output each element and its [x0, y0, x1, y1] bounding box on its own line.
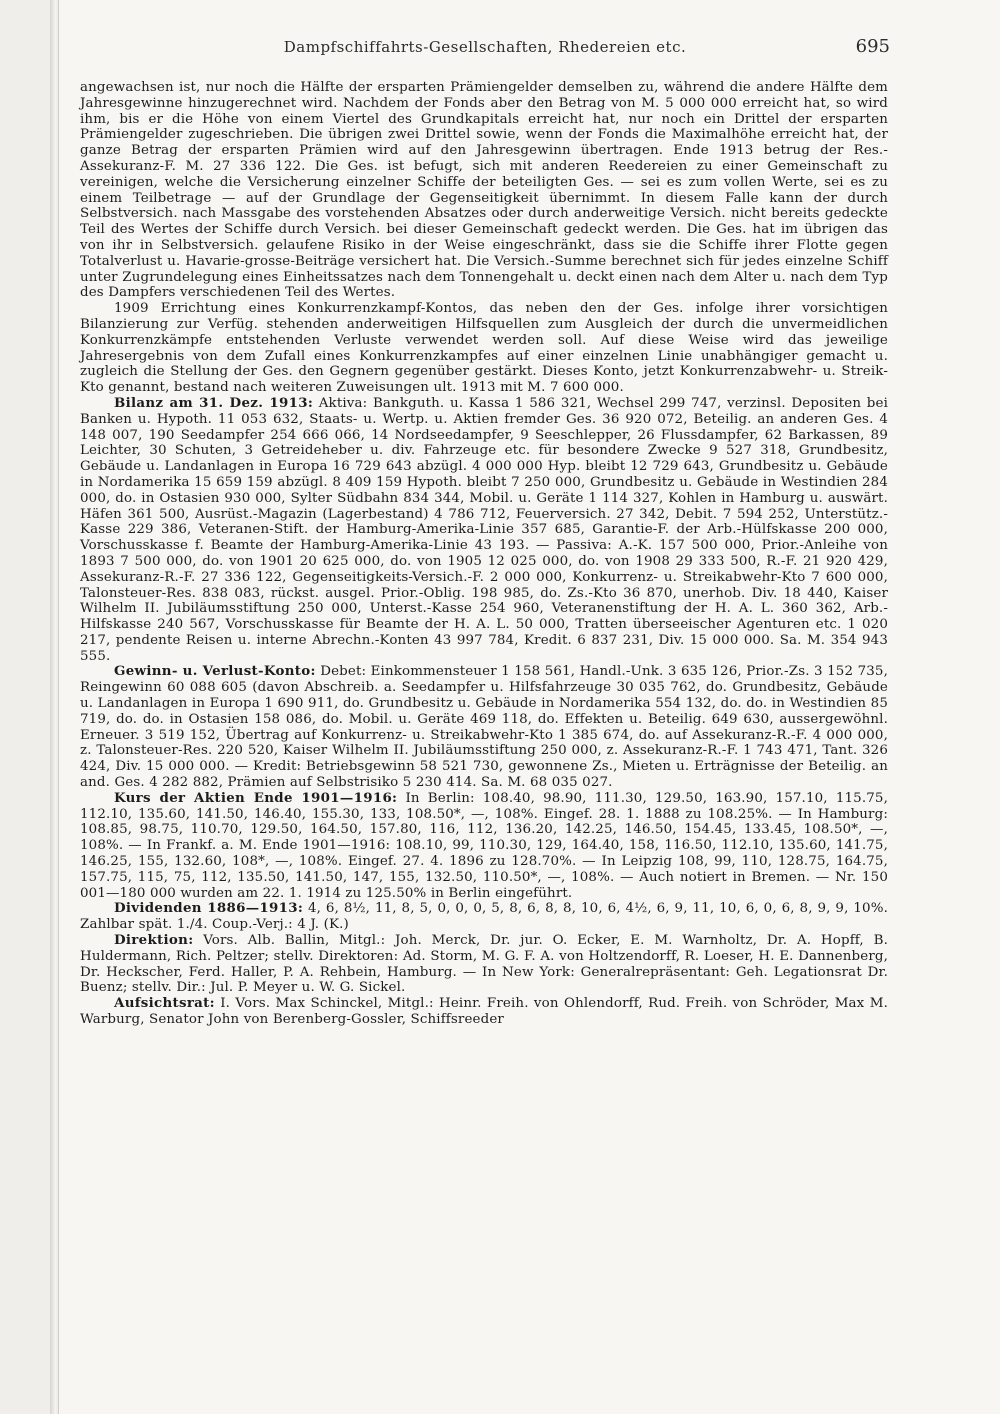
body-text: [80, 80, 888, 1028]
section-aufsichtsrat: [80, 996, 888, 1028]
bilanz-label: Bilanz am 31. Dez. 1913:: [114, 394, 314, 411]
gewinn-label: Gewinn- u. Verlust-Konto:: [114, 663, 316, 680]
section-dividenden: [80, 901, 888, 933]
direktion-text: Vors. Alb. Ballin, Mitgl.: Joh. Merck, Dr. jur. O. Ecker, E. M. Warnholtz, Dr. A. Hopff, B. Huldermann, Rich. Peltzer; stellv. Direktoren: Ad. Storm, M. G. F. A. von Holtzendorff, R. Loeser, H. E. Dannenberg, Dr. Heckscher, Ferd. Haller, P. A. Rehbein, Hamburg. — In New York: Generalrepräsentant: Geh. Legationsrat Dr. Buenz; stellv. Dir.: Jul. P. Meyer u. W. G. Sickel.: [80, 933, 888, 996]
aufsichtsrat-text: I. Vors. Max Schinckel, Mitgl.: Heinr. Freih. von Ohlendorff, Rud. Freih. von Schröder, Max M. Warburg, Senator John von Berenberg-Gossler, Schiffsreeder: [80, 996, 888, 1028]
paragraph-competition-account: 1909 Errichtung eines Konkurrenzkampf-Kontos, das neben den der Ges. infolge ihrer vorsichtigen Bilanzierung zur Verfüg. stehenden anderweitigen Hilfsquellen zum Ausgleich der durch die unvermeidlichen Konkurrenzkämpfe entstehenden Verluste verwendet werden soll. Auf diese Weise wird das jeweilige Jahresergebnis von dem Zufall eines Konkurrenzkampfes auf einer einzelnen Linie unabhängiger gemacht u. zugleich die Stellung der Ges. den Gegnern gegenüber gestärkt. Dieses Konto, jetzt Konkurrenzabwehr- u. Streik-Kto genannt, bestand nach weiteren Zuweisungen ult. 1913 mit M. 7 600 000.: [80, 301, 888, 396]
bilanz-text: Aktiva: Bankguth. u. Kassa 1 586 321, Wechsel 299 747, verzinsl. Depositen bei Banken u. Hypoth. 11 053 632, Staats- u. Wertp. u. Aktien fremder Ges. 36 920 072, Beteilig. an anderen Ges. 4 148 007, 190 Seedampfer 254 666 066, 14 Nordseedampfer, 9 Seeschlepper, 26 Flussdampfer, 62 Barkassen, 89 Leichter, 30 Schuten, 3 Getreideheber u. div. Fahrzeuge etc. für besondere Zwecke 9 527 318, Grundbesitz, Gebäude u. Landanlagen in Europa 16 729 643 abzügl. 4 000 000 Hyp. bleibt 12 729 643, Grundbesitz u. Gebäude in Nordamerika 15 659 159 abzügl. 8 409 159 Hypoth. bleibt 7 250 000, Grundbesitz u. Gebäude in Westindien 284 000, do. in Ostasien 930 000, Sylter Südbahn 834 344, Mobil. u. Geräte 1 114 327, Kohlen in Hamburg u. auswärt. Häfen 361 500, Ausrüst.-Magazin (Lagerbestand) 4 786 712, Feuerversich. 27 342, Debit. 7 594 252, Unterstütz.-Kasse 229 386, Veteranen-Stift. der Hamburg-Amerika-Linie 357 685, Garantie-F. der Arb.-Hülfskasse 200 000, Vorschusskasse f. Beamte der Hamburg-Amerika-Linie 43 193. — Passiva: A.-K. 157 500 000, Prior.-Anleihe von 1893 7 500 000, do. von 1901 20 625 000, do. von 1905 12 025 000, do. von 1908 29 333 500, R.-F. 21 920 429, Assekuranz-R.-F. 27 336 122, Gegenseitigkeits-Versich.-F. 2 000 000, Konkurrenz- u. Streikabwehr-Kto 7 600 000, Talonsteuer-Res. 838 083, rückst. ausgel. Prior.-Oblig. 198 985, do. Zs.-Kto 36 870, unerhob. Div. 18 440, Kaiser Wilhelm II. Jubiläumsstiftung 250 000, Unterst.-Kasse 254 960, Veteranenstiftung der H. A. L. 360 362, Arb.-Hilfskasse 240 567, Vorschusskasse für Beamte der H. A. L. 50 000, Tratten überseeischer Agenturen etc. 1 020 217, pendente Reisen u. interne Abrechn.-Konten 43 997 784, Kredit. 6 837 231, Div. 15 000 000. Sa. M. 354 943 555.: [80, 395, 888, 664]
dividenden-label: Dividenden 1886—1913:: [114, 900, 304, 917]
page-number: 695: [855, 36, 890, 57]
section-kurs: [80, 791, 888, 902]
aufsichtsrat-label: Aufsichtsrat:: [114, 995, 215, 1012]
gewinn-text: Debet: Einkommensteuer 1 158 561, Handl.-Unk. 3 635 126, Prior.-Zs. 3 152 735, Reingewinn 60 088 605 (davon Abschreib. a. Seedampfer u. Hilfsfahrzeuge 30 035 762, do. Grundbesitz, Gebäude u. Landanlagen in Europa 1 690 911, do. Grundbesitz u. Gebäude in Nordamerika 554 132, do. do. in Westindien 85 719, do. do. in Ostasien 158 086, do. Mobil. u. Geräte 469 118, do. Effekten u. Beteilig. 649 630, aussergewöhnl. Erneuer. 3 519 152, Übertrag auf Konkurrenz- u. Streikabwehr-Kto 1 385 674, do. auf Assekuranz-R.-F. 4 000 000, z. Talonsteuer-Res. 220 520, Kaiser Wilhelm II. Jubiläumsstiftung 250 000, z. Assekuranz-R.-F. 1 743 471, Tant. 326 424, Div. 15 000 000. — Kredit: Betriebsgewinn 58 521 730, gewonnene Zs., Mieten u. Erträgnisse der Beteilig. an and. Ges. 4 282 882, Prämien auf Selbstrisiko 5 230 414. Sa. M. 68 035 027.: [80, 664, 888, 791]
paragraph-reserve-fund: angewachsen ist, nur noch die Hälfte der ersparten Prämiengelder demselben zu, während die andere Hälfte dem Jahresgewinne hinzugerechnet wird. Nachdem der Fonds aber den Betrag von M. 5 000 000 erreicht hat, so wird ihm, bis er die Höhe von einem Viertel des Grundkapitals erreicht hat, nur noch ein Drittel der ersparten Prämiengelder zugeschrieben. Die übrigen zwei Drittel sowie, wenn der Fonds die Maximalhöhe erreicht hat, der ganze Betrag der ersparten Prämien wird auf den Jahresgewinn übertragen. Ende 1913 betrug der Res.-Assekuranz-F. M. 27 336 122. Die Ges. ist befugt, sich mit anderen Reedereien zu einer Gemeinschaft zu vereinigen, welche die Versicherung einzelner Schiffe der beteiligten Ges. — sei es zum vollen Werte, sei es zu einem Teilbetrage — auf der Grundlage der Gegenseitigkeit übernimmt. In diesem Falle kann der durch Selbstversich. nach Massgabe des vorstehenden Absatzes oder durch anderweitige Versich. nicht bereits gedeckte Teil des Wertes der Schiffe durch Versich. bei dieser Gemeinschaft gedeckt werden. Die Ges. hat im übrigen das von ihr in Selbstversich. gelaufene Risiko in der Weise eingeschränkt, dass sie die Schiffe ihrer Flotte gegen Totalverlust u. Havarie-grosse-Beiträge versichert hat. Die Versich.-Summe berechnet sich für jedes einzelne Schiff unter Zugrundelegung eines Einheitssatzes nach dem Tonnengehalt u. deckt einen nach dem Alter u. nach dem Typ des Dampfers verschiedenen Teil des Wertes.: [80, 80, 888, 301]
dividenden-text: 4, 6, 8½, 11, 8, 5, 0, 0, 0, 5, 8, 6, 8, 8, 10, 6, 4½, 6, 9, 11, 10, 6, 0, 6, 8, 9, 9, 10%. Zahlbar spät. 1./4. Coup.-Verj.: 4 J. (K.): [80, 901, 888, 933]
running-head: Dampfschiffahrts-Gesellschaften, Rhedereien etc.: [283, 38, 687, 56]
direktion-label: Direktion:: [114, 932, 194, 949]
section-direktion: [80, 933, 888, 996]
page-header: [80, 38, 890, 66]
kurs-text: In Berlin: 108.40, 98.90, 111.30, 129.50, 163.90, 157.10, 115.75, 112.10, 135.60, 141.50, 146.40, 155.30, 133, 108.50*, —, 108%. Eingef. 28. 1. 1888 zu 108.25%. — In Hamburg: 108.85, 98.75, 110.70, 129.50, 164.50, 157.80, 116, 112, 136.20, 142.25, 146.50, 154.45, 133.45, 108.50*, —, 108%. — In Frankf. a. M. Ende 1901—1916: 108.10, 99, 110.30, 129, 164.40, 158, 116.50, 112.10, 135.60, 141.75, 146.25, 155, 132.60, 108*, —, 108%. Eingef. 27. 4. 1896 zu 128.70%. — In Leipzig 108, 99, 110, 128.75, 164.75, 157.75, 115, 75, 112, 135.50, 141.50, 147, 155, 132.50, 110.50*, —, 108%. — Auch notiert in Bremen. — Nr. 150 001—180 000 wurden am 22. 1. 1914 zu 125.50% in Berlin eingeführt.: [80, 790, 888, 901]
kurs-label: Kurs der Aktien Ende 1901—1916:: [114, 789, 398, 806]
gutter-shadow: [50, 0, 56, 1414]
section-bilanz: [80, 396, 888, 665]
section-gewinn-verlust: [80, 664, 888, 790]
